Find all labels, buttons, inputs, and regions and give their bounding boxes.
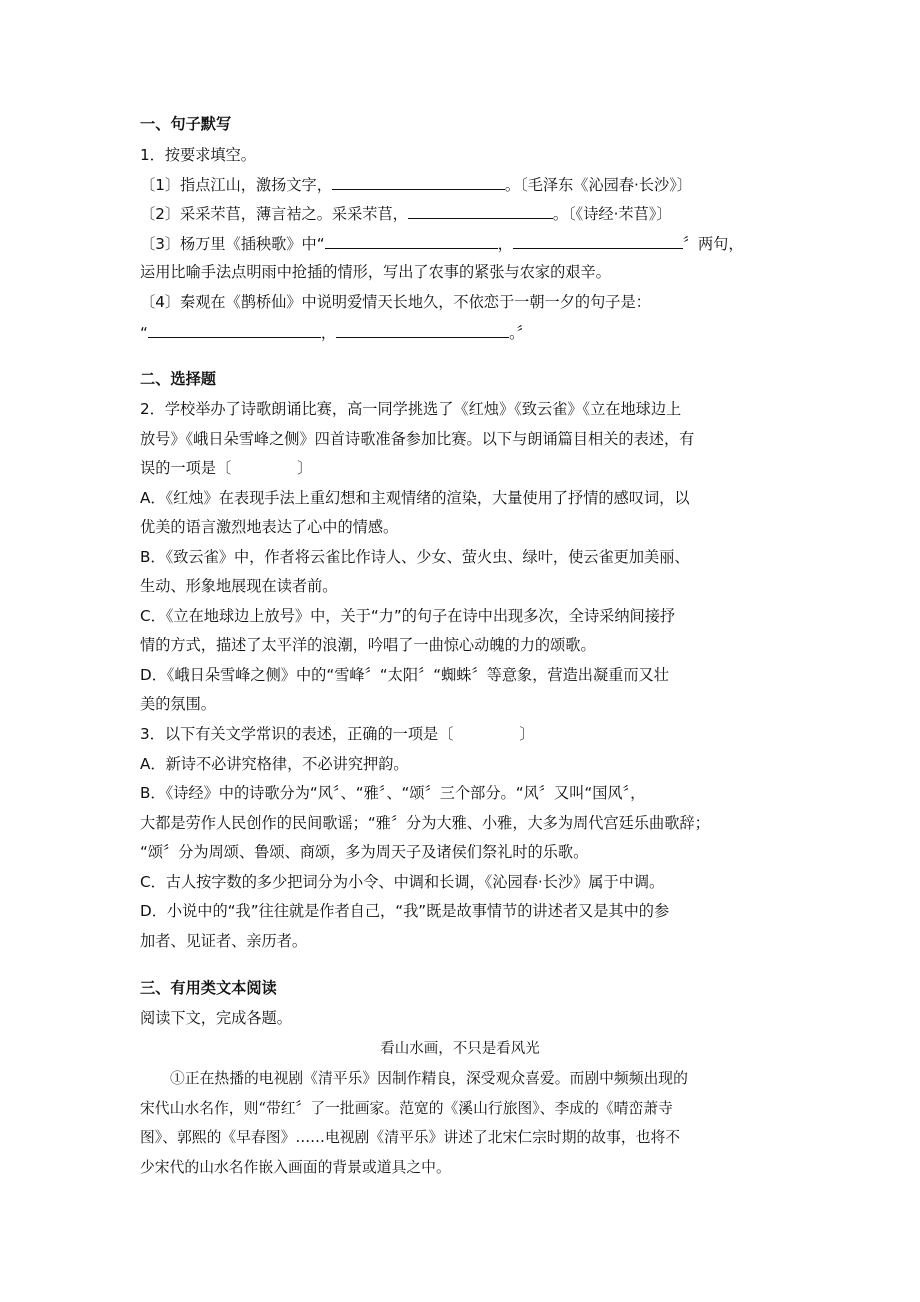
q2-option-d-cont: 美的氛围。 [140, 695, 216, 713]
q1-part3-line2: 运用比喻手法点明雨中抢插的情形，写出了农事的紧张与农家的艰辛。 [140, 263, 611, 281]
q2-line3 [140, 458, 780, 478]
q2-line3-text: 误的一项是〔 [140, 459, 232, 477]
open-quote: “ [140, 324, 148, 342]
section2-heading: 二、选择题 [140, 370, 216, 388]
q2-option-c-cont: 情的方式，描述了太平洋的浪潮，吟唱了一曲惊心动魄的力的颂歌。 [140, 636, 596, 654]
q1-stem: 1．按要求填空。 [140, 146, 256, 164]
q3-stem-end: 〕 [519, 725, 535, 743]
answer-blank [408, 203, 553, 219]
q2-option-c: C．《立在地球边上放号》中，关于“力”的句子在诗中出现多次，全诗采纳间接抒 [140, 607, 676, 625]
q2-line2: 放号》《峨日朵雪峰之侧》四首诗歌准备参加比赛。以下与朗诵篇目相关的表述，有 [140, 430, 695, 448]
answer-blank [325, 233, 498, 249]
q1-part2-source: 。〔《诗经·芣苢》〕 [552, 205, 672, 223]
q1-part2-text: 〔2〕采采芣苢，薄言袺之。采采芣苢， [140, 205, 408, 223]
article-para1-line3: 图》、郭熙的《早春图》……电视剧《清平乐》讲述了北宋仁宗时期的故事，也将不 [140, 1129, 681, 1146]
article-para1-line4: 少宋代的山水名作嵌入画面的背景或道具之中。 [140, 1159, 451, 1176]
q3-option-d: D．小说中的“我”往往就是作者自己，“我”既是故事情节的讲述者又是其中的参 [140, 902, 670, 920]
q2-option-a: A．《红烛》在表现手法上重幻想和主观情绪的渲染，大量使用了抒情的感叹词，以 [140, 489, 690, 507]
q1-part4-comma: ， [320, 324, 337, 342]
q1-part4-blanks [140, 322, 780, 343]
section1-heading: 一、句子默写 [140, 115, 232, 133]
article-para1-line2: 宋代山水名作，则“带红〞了一批画家。范宽的《溪山行旅图》、李成的《晴峦萧寺 [140, 1100, 673, 1117]
q3-stem [140, 724, 780, 744]
answer-blank [148, 322, 321, 338]
answer-blank [332, 174, 505, 190]
q1-part3-end: 〞两句， [682, 235, 744, 253]
q3-option-b-cont1: 大都是劳作人民创作的民间歌谣；“雅〞分为大雅、小雅，大多为周代宫廷乐曲歌辞； [140, 814, 710, 832]
article-para1-line1: ①正在热播的电视剧《清平乐》因制作精良，深受观众喜爱。而剧中频频出现的 [170, 1070, 688, 1087]
q1-part2 [140, 203, 780, 224]
q3-option-a: A．新诗不必讲究格律，不必讲究押韵。 [140, 755, 409, 773]
q3-option-b: B．《诗经》中的诗歌分为“风〞、“雅〞、“颂〞三个部分。“风〞又叫“国风〞， [140, 784, 646, 802]
q1-part1-source: 。〔毛泽东《沁园春·长沙》〕 [504, 176, 692, 194]
section3-intro: 阅读下文，完成各题。 [140, 1009, 292, 1027]
q3-stem-text: 3．以下有关文学常识的表述，正确的一项是〔 [140, 725, 454, 743]
article-title: 看山水画，不只是看风光 [380, 1041, 540, 1057]
q3-option-b-cont2: “颂〞分为周颂、鲁颂、商颂，多为周天子及诸侯们祭礼时的乐歌。 [140, 843, 589, 861]
q1-part3-comma: ， [497, 235, 513, 253]
q1-part3-text: 〔3〕杨万里《插秧歌》中“ [140, 235, 325, 253]
q1-part4: 〔4〕秦观在《鹊桥仙》中说明爱情天长地久，不依恋于一朝一夕的句子是： [140, 293, 651, 311]
q2-line3-end: 〕 [297, 459, 313, 477]
q3-option-c: C．古人按字数的多少把词分为小令、中调和长调，《沁园春·长沙》属于中调。 [140, 873, 665, 891]
section3-heading: 三、有用类文本阅读 [140, 979, 277, 997]
q2-option-b-cont: 生动、形象地展现在读者前。 [140, 577, 338, 595]
q1-part1-text: 〔1〕指点江山，激扬文字， [140, 176, 332, 194]
q2-option-a-cont: 优美的语言激烈地表达了心中的情感。 [140, 518, 399, 536]
q1-part1 [140, 174, 780, 195]
q1-part4-end: 。〞 [509, 324, 532, 342]
q3-option-d-cont: 加者、见证者、亲历者。 [140, 932, 308, 950]
q1-part3 [140, 233, 780, 254]
q2-option-d: D．《峨日朵雪峰之侧》中的“雪峰〞“太阳〞“蜘蛛〞等意象，营造出凝重而又壮 [140, 666, 669, 684]
q2-option-b: B．《致云雀》中，作者将云雀比作诗人、少女、萤火虫、绿叶，使云雀更加美丽、 [140, 548, 690, 566]
q2-line1: 2．学校举办了诗歌朗诵比赛，高一同学挑选了《红烛》《致云雀》《立在地球边上 [140, 400, 682, 418]
answer-blank [336, 322, 509, 338]
answer-blank [513, 233, 683, 249]
